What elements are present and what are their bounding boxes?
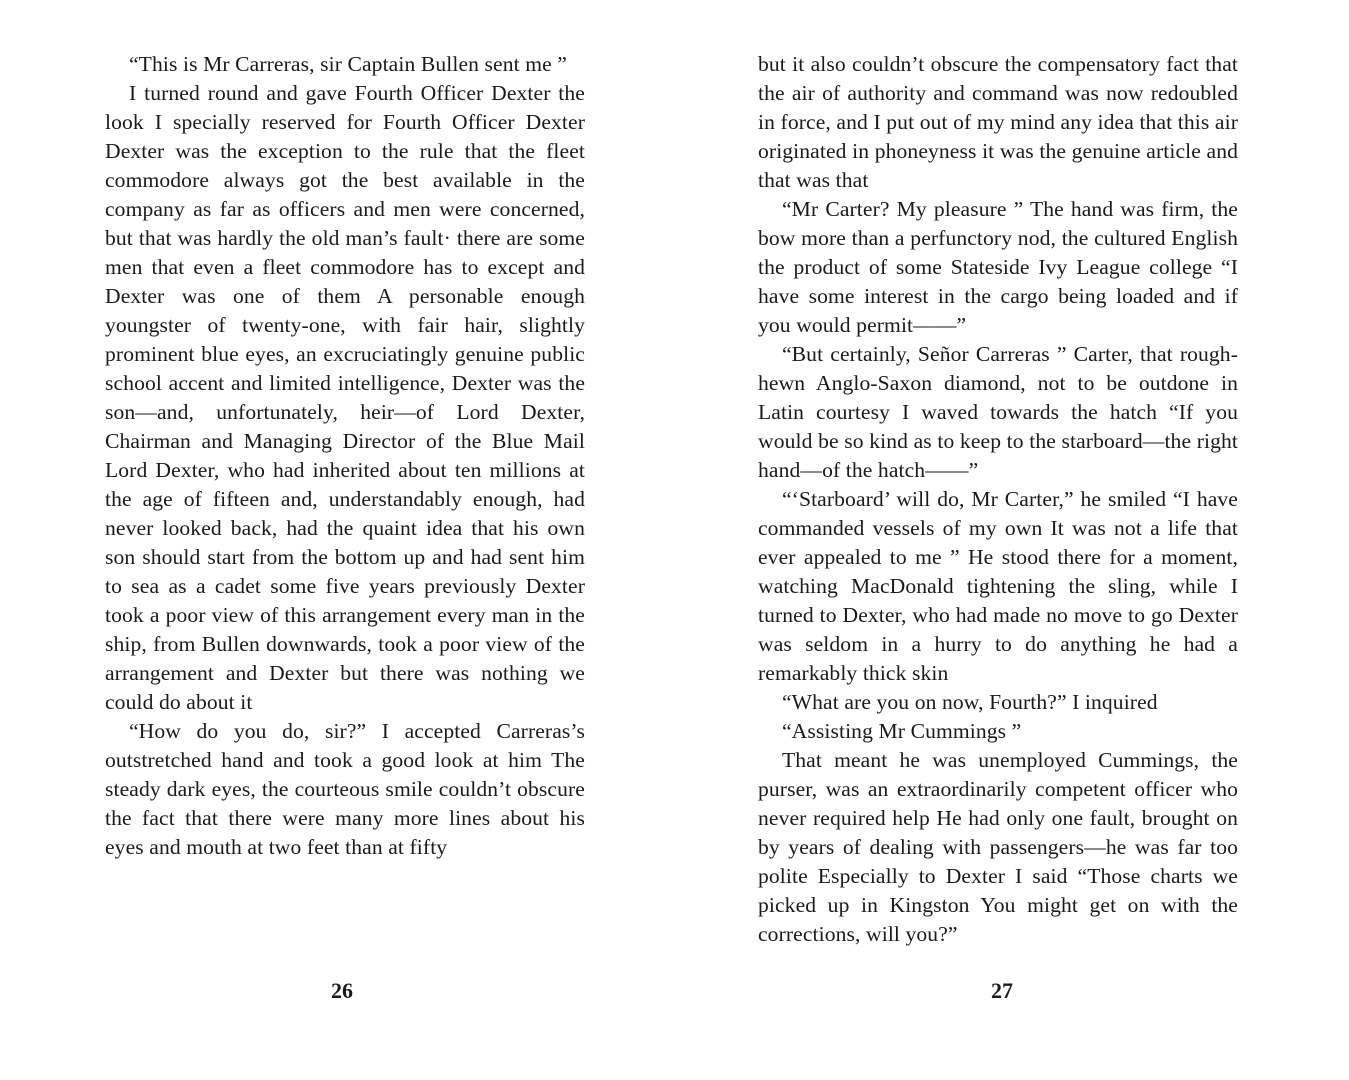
right-page-text	[758, 50, 1238, 949]
right-paragraph-7: That meant he was unemployed Cummings, the purser, was an extraordinarily competent officer who never required help He had only one fault, brought on by years of dealing with passengers—he was far too polite Especially to Dexter I said “Those charts we picked up in Kingston You might get on with the corrections, will you?”	[758, 748, 1238, 946]
right-page	[758, 50, 1238, 949]
right-paragraph-4: “‘Starboard’ will do, Mr Carter,” he smiled “I have commanded vessels of my own It was not a life that ever appealed to me ” He stood there for a moment, watching MacDonald tightening the sling, while I turned to Dexter, who had made no move to go Dexter was seldom in a hurry to do anything he had a remarkably thick skin	[758, 487, 1238, 685]
right-paragraph-2: “Mr Carter? My pleasure ” The hand was firm, the bow more than a perfunctory nod, the cultured English the product of some Stateside Ivy League college “I have some interest in the cargo being loaded and if you would permit——”	[758, 197, 1238, 337]
right-paragraph-5: “What are you on now, Fourth?” I inquired	[782, 690, 1158, 714]
right-paragraph-3: “But certainly, Señor Carreras ” Carter, that rough-hewn Anglo-Saxon diamond, not to be outdone in Latin courtesy I waved towards the hatch “If you would be so kind as to keep to the starboard—the right hand—of the hatch——”	[758, 342, 1238, 482]
right-paragraph-6: “Assisting Mr Cummings ”	[782, 719, 1022, 743]
right-page-number: 27	[991, 978, 1013, 1003]
left-paragraph-2: I turned round and gave Fourth Officer Dexter the look I specially reserved for Fourth Officer Dexter Dexter was the exception to the rule that the fleet commodore always got the best available in the company as far as officers and men were concerned, but that was hardly the old man’s fault· there are some men that even a fleet commodore has to except and Dexter was one of them A personable enough youngster of twenty-one, with fair hair, slightly prominent blue eyes, an excruciatingly genuine public school accent and limited intelligence, Dexter was the son—and, unfortunately, heir—of Lord Dexter, Chairman and Managing Director of the Blue Mail Lord Dexter, who had inherited about ten millions at the age of fifteen and, understandably enough, had never looked back, had the quaint idea that his own son should start from the bottom up and had sent him to sea as a cadet some five years previously Dexter took a poor view of this arrangement every man in the ship, from Bullen downwards, took a poor view of the arrangement and Dexter but there was nothing we could do about it	[105, 81, 585, 714]
right-paragraph-1: but it also couldn’t obscure the compensatory fact that the air of authority and command was now redoubled in force, and I put out of my mind any idea that this air originated in phoneyness it was the genuine article and that was that	[758, 52, 1238, 192]
left-page-text	[105, 50, 585, 862]
left-paragraph-3: “How do you do, sir?” I accepted Carreras’s outstretched hand and took a good look at him The steady dark eyes, the courteous smile couldn’t obscure the fact that there were many more lines about his eyes and mouth at two feet than at fifty	[105, 719, 585, 859]
left-page	[105, 50, 585, 862]
left-paragraph-1: “This is Mr Carreras, sir Captain Bullen sent me ”	[129, 52, 567, 76]
left-page-number: 26	[331, 978, 353, 1003]
